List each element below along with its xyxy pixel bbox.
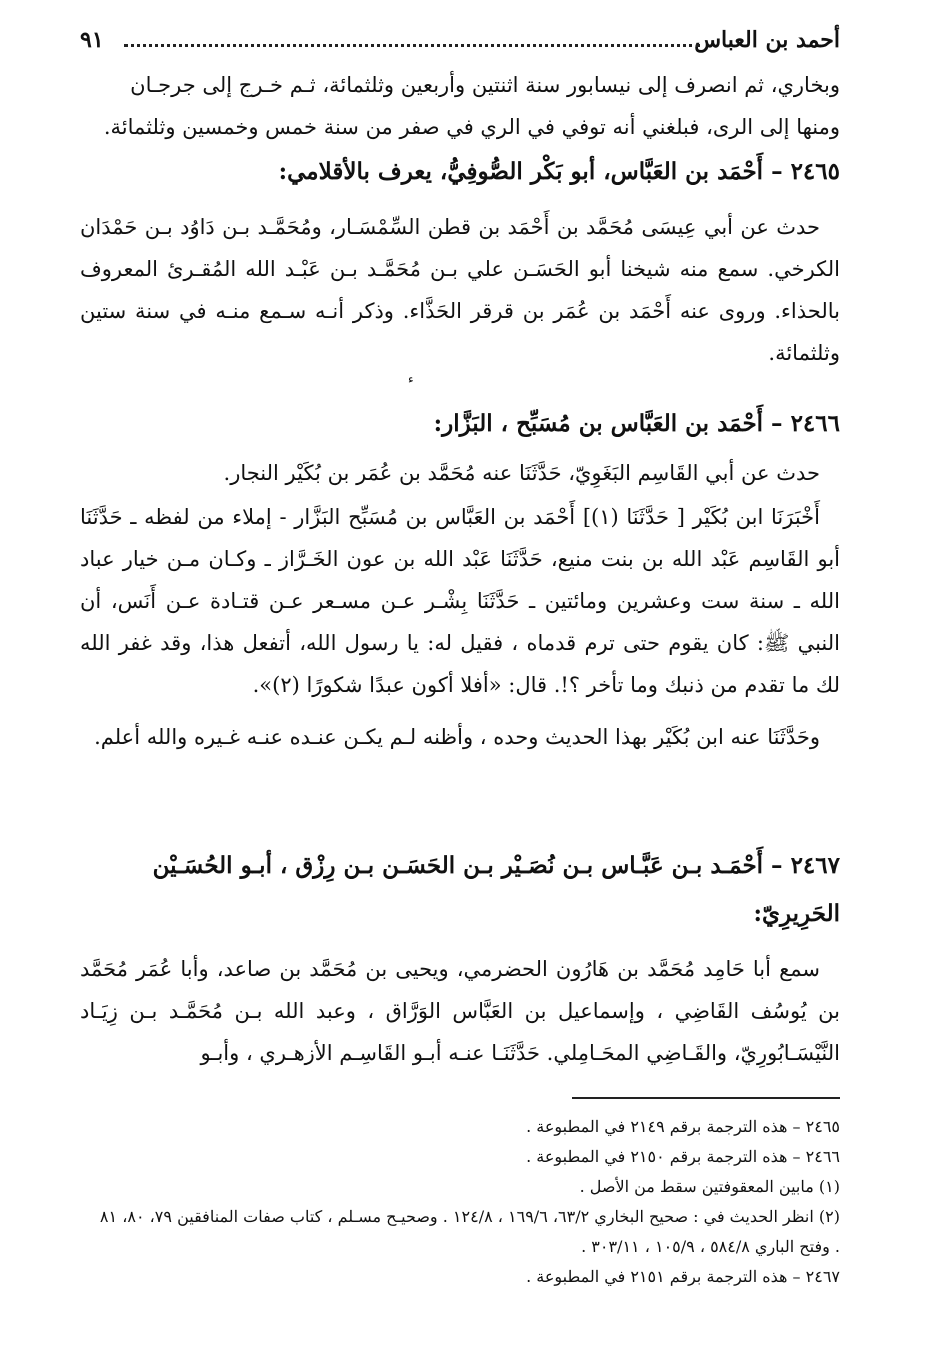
entry-paragraph: سمع أبا حَامِد مُحَمَّد بن هَارُون الحضرمي، ويحيى بن مُحَمَّد بن صاعد، وأبا عُمَر مُحَمَّد بن يُوسُف القَاضِي ، وإسماعيل بن العَبَّاس الوَرَّاق ، وعبد الله بـن مُحَمَّـد بـن زِيَـاد النَّيْسَـابُورِيّ، والقَـاضِي المحَـامِلي. حَدَّثَنَـا عنـه أبـو القَاسِـم الأزهـري ، وأبـو xyxy=(80,957,840,1065)
book-page xyxy=(80,0,840,1366)
footnote: ٢٤٦٥ – هذه الترجمة برقم ٢١٤٩ في المطبوعة . xyxy=(526,1117,840,1136)
continuation-line: وبخاري، ثم انصرف إلى نيسابور سنة اثنتين وأربعين وثلثمائة، ثـم خـرج إلى جرجـان xyxy=(130,73,840,97)
entry-heading: ٢٤٦٥ – أَحْمَد بن العَبَّاس، أبو بَكْر الصُّوفِيُّ، يعرف بالأقلامي: xyxy=(278,158,840,185)
page-header xyxy=(80,22,840,58)
entry-2466 xyxy=(80,402,840,758)
entry-paragraph: وحَدَّثَنَا عنه ابن بُكَيْر بهذا الحديث وحده ، وأظنه لـم يكـن عنـده عنـه غـيره والله أعلم. xyxy=(94,725,820,749)
continuation-line: ومنها إلى الرى، فبلغني أنه توفي في الري في صفر من سنة خمس وخمسين وثلثمائة. xyxy=(103,115,840,139)
footnotes xyxy=(90,1112,840,1292)
footnote: ٢٤٦٧ – هذه الترجمة برقم ٢١٥١ في المطبوعة . xyxy=(526,1267,840,1286)
entry-heading: ٢٤٦٧ – أَحْمَـد بـن عَبَّـاس بـن نُصَـيْر بـن الحَسَـن بـن رِزْق ، أبـو الحُسَـيْن الحَرِيرِيّ: xyxy=(152,852,840,927)
continuation-text xyxy=(80,64,840,148)
dotted-leader xyxy=(124,44,700,47)
entry-heading: ٢٤٦٦ – أَحْمَد بن العَبَّاس بن مُسَبِّح ، البَزَّار: xyxy=(433,410,840,437)
footnote: (٢) انظر الحديث في : صحيح البخاري ٦٣/٢، ١٦٩/٦ ، ١٢٤/٨ . وصحيـح مسـلم ، كتاب صفات المنافقين ٧٩، ٨٠، ٨١ . وفتح الباري ٥٨٤/٨ ، ١٠٥/٩ ، ٣٠٣/١١ . xyxy=(99,1207,840,1256)
entry-2465 xyxy=(80,150,840,374)
stray-mark: ء xyxy=(408,372,414,386)
page-number: ٩١ xyxy=(80,27,104,53)
running-title: أحمد بن العباس xyxy=(694,27,840,53)
entry-2467 xyxy=(80,842,840,1074)
entry-paragraph: أَخْبَرَنَا ابن بُكَيْر [ حَدَّثَنَا (١)] أَحْمَد بن العَبَّاس بن مُسَبِّح البَزَّار - إملاء من لفظه ـ حَدَّثَنَا أبو القَاسِم عَبْد الله بن بنت منيع، حَدَّثَنَا عَبْد الله بن عون الخَـرَّاز ـ وكـان مـن خيار عباد الله ـ سنة ست وعشرين ومائتين ـ حَدَّثَنَا بِشْـر عـن مسـعر عـن قتـادة عـن أَنَس، أن النبي ﷺ: كان يقوم حتى ترم قدماه ، فقيل له: يا رسول الله، أتفعل هذا، وقد غفر الله لك ما تقدم من ذنبك وما تأخر ؟!. قال: «أفلا أكون عبدًا شكورًا (٢)». xyxy=(80,505,840,697)
entry-paragraph: حدث عن أبي عِيسَى مُحَمَّد بن أَحْمَد بن قطن السِّمْسَـار، ومُحَمَّـد بـن دَاوُد بـن حَمْدَان الكرخي. سمع منه شيخنا أبو الحَسَـن علي بـن مُحَمَّـد بـن عَبْـد الله المُقـرئ المعروف بالحذاء. وروى عنه أَحْمَد بن عُمَر بن قرقر الحَذَّاء. وذكر أنـه سـمع منـه في سنة ستين وثلثمائة. xyxy=(80,215,840,365)
footnote: (١) مابين المعقوفتين سقط من الأصل . xyxy=(579,1177,840,1196)
entry-paragraph: حدث عن أبي القَاسِم البَغَوِيّ، حَدَّثَنَا عنه مُحَمَّد بن عُمَر بن بُكَيْر النجار. xyxy=(223,461,820,485)
footnote-separator xyxy=(572,1097,840,1099)
footnote: ٢٤٦٦ – هذه الترجمة برقم ٢١٥٠ في المطبوعة . xyxy=(526,1147,840,1166)
